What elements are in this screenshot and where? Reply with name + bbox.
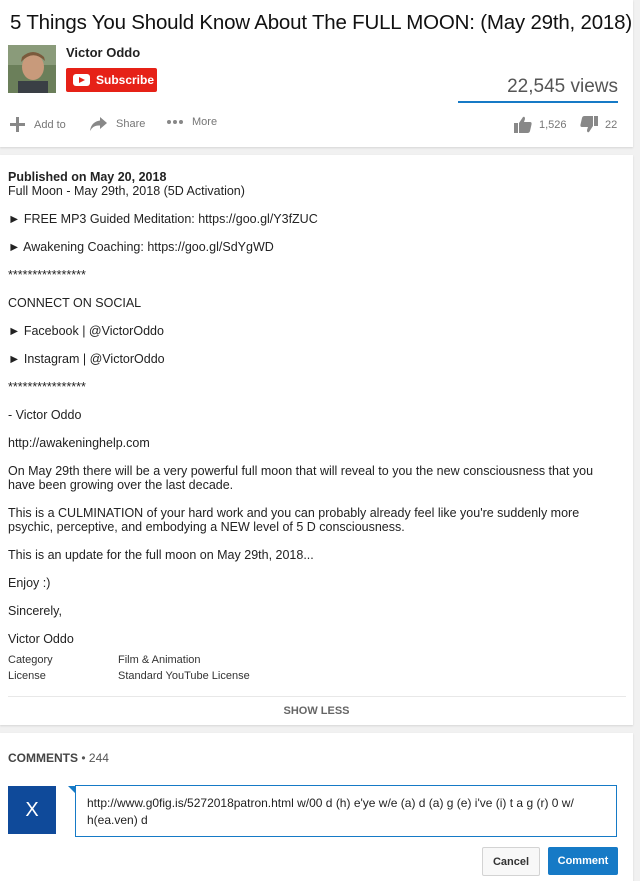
category-value[interactable]: Film & Animation xyxy=(118,654,201,666)
share-icon xyxy=(89,116,108,132)
user-avatar: X xyxy=(8,786,56,834)
description-line: This is an update for the full moon on May 29th, 2018... xyxy=(8,548,314,562)
description-line: CONNECT ON SOCIAL xyxy=(8,296,142,310)
add-to-label: Add to xyxy=(34,118,66,131)
video-title: 5 Things You Should Know About The FULL MOON: (May 29th, 2018) xyxy=(10,11,632,34)
youtube-play-icon xyxy=(73,74,90,86)
comment-input[interactable] xyxy=(75,785,617,837)
view-count: 22,545 views xyxy=(507,76,618,97)
description-link-line[interactable]: ► Facebook | @VictorOddo xyxy=(8,324,164,338)
comment-submit-button[interactable]: Comment xyxy=(548,847,618,875)
add-to-button[interactable] xyxy=(9,116,66,133)
description-link-line[interactable]: ► FREE MP3 Guided Meditation: https://goo.gl/Y3fZUC xyxy=(8,212,318,226)
description-line: Sincerely, xyxy=(8,604,62,618)
description-paragraph: This is a CULMINATION of your hard work and you can probably already feel like you're suddenly more psychic, perceptive, and embodying a NEW level of 5 D consciousness. xyxy=(8,506,580,534)
comments-count: 244 xyxy=(88,751,109,765)
description-divider-stars: **************** xyxy=(8,268,86,282)
more-label: More xyxy=(192,116,218,128)
category-label: Category xyxy=(8,654,53,666)
plus-icon xyxy=(9,116,26,133)
more-icon xyxy=(166,119,184,125)
license-value: Standard YouTube License xyxy=(118,670,250,682)
comments-separator: • xyxy=(81,751,86,765)
channel-avatar[interactable] xyxy=(8,45,56,93)
thumbs-down-icon xyxy=(580,116,598,133)
comment-draft-text[interactable]: http://www.g0fig.is/5272018patron.html w/00 d (h) e'ye w/e (a) d (a) g (e) i've (i) t a g (r) 0 w/ h(ea.ven) d xyxy=(87,796,574,827)
description-line: Enjoy :) xyxy=(8,576,51,590)
description-line: - Victor Oddo xyxy=(8,408,82,422)
channel-name[interactable]: Victor Oddo xyxy=(66,45,141,60)
description-paragraph: On May 29th there will be a very powerful full moon that will reveal to you the new consciousness that you have been growing over the last decade. xyxy=(8,464,594,492)
dislike-button[interactable] xyxy=(580,116,617,133)
description-line: Victor Oddo xyxy=(8,632,74,646)
show-less-button[interactable]: SHOW LESS xyxy=(283,705,350,717)
dislike-count: 22 xyxy=(605,118,618,131)
description-divider-stars: **************** xyxy=(8,380,86,394)
video-description xyxy=(0,155,633,725)
thumbs-up-icon xyxy=(514,116,532,133)
share-label: Share xyxy=(116,118,146,130)
cancel-button[interactable]: Cancel xyxy=(482,847,540,876)
like-ratio-bar xyxy=(458,101,618,103)
divider xyxy=(8,696,626,697)
like-count: 1,526 xyxy=(539,118,567,131)
description-link-line[interactable]: ► Instagram | @VictorOddo xyxy=(8,352,165,366)
comments-label: COMMENTS xyxy=(8,751,78,765)
share-button[interactable] xyxy=(89,116,145,132)
license-label: License xyxy=(8,670,46,682)
comments-section xyxy=(0,733,633,881)
video-header xyxy=(0,0,633,147)
publish-date: Published on May 20, 2018 xyxy=(8,170,167,184)
more-button[interactable] xyxy=(166,116,217,128)
description-link-line[interactable]: http://awakeninghelp.com xyxy=(8,436,150,450)
description-link-line[interactable]: ► Awakening Coaching: https://goo.gl/SdYgWD xyxy=(8,240,274,254)
description-line: Full Moon - May 29th, 2018 (5D Activation) xyxy=(8,184,245,198)
comments-header xyxy=(8,751,109,765)
subscribe-button[interactable] xyxy=(66,68,157,92)
subscribe-label: Subscribe xyxy=(96,73,155,87)
like-button[interactable] xyxy=(514,116,567,133)
